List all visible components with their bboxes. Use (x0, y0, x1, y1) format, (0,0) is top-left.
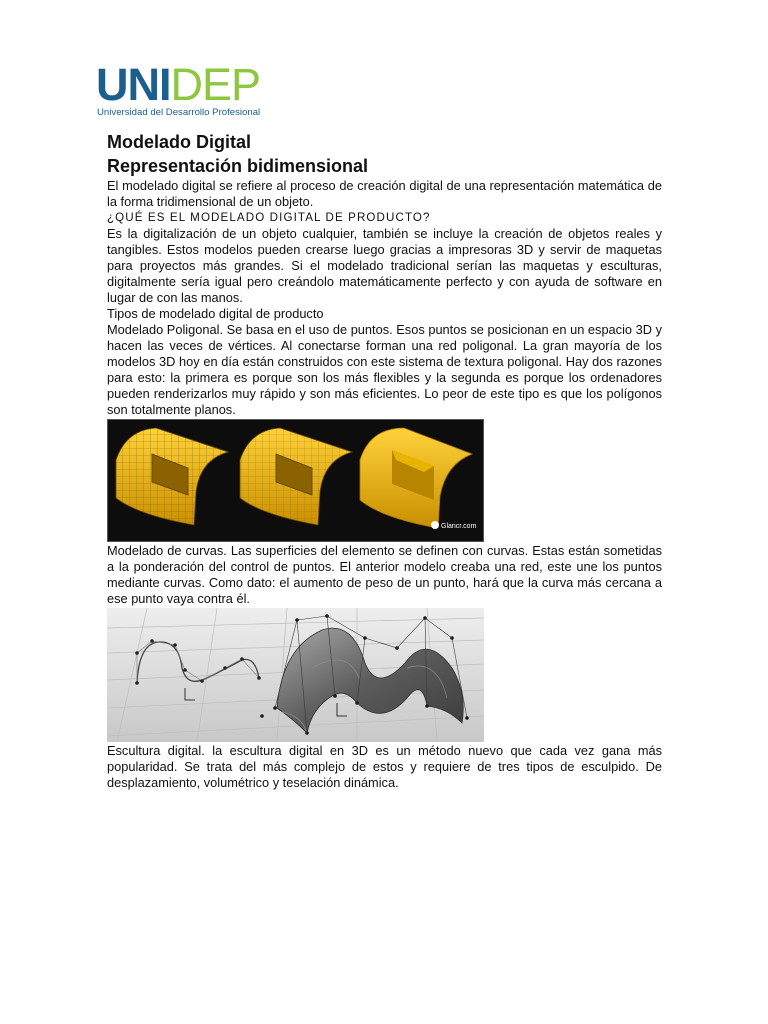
doc-title: Modelado Digital (107, 132, 251, 152)
types-heading: Tipos de modelado digital de producto (107, 306, 324, 321)
polygonal-models-illustration (108, 420, 483, 541)
smooth-model (360, 428, 472, 528)
logo-part-uni: UNI (96, 59, 171, 110)
sculpture-paragraph: Escultura digital. la escultura digital en 3D es un método nuevo que cada vez gana más popularidad. Se trata del más complejo de estos y requiere de tres tipos de esculpido. De desplazamiento, volumétrico y teselación dinámica. (107, 743, 662, 790)
logo-subtitle: Universidad del Desarrollo Profesional (97, 107, 261, 118)
document-body (107, 130, 662, 791)
intro-paragraph: El modelado digital se refiere al proceso de creación digital de una representación matemática de la forma tridimensional de un objeto. (107, 178, 662, 209)
wireframe-model (116, 428, 228, 525)
polygonal-models-figure (107, 419, 484, 542)
polygonal-paragraph: Modelado Poligonal. Se basa en el uso de puntos. Esos puntos se posicionan en un espacio 3D y hacen las veces de vértices. Al conectarse forman una red poligonal. La gran mayoría de los modelos 3D hoy en día están construidos con este sistema de textura poligonal. Hay dos razones para esto: la primera es porque son los más flexibles y la segunda es porque los ordenadores pueden renderizarlos muy rápido y son más eficientes. Lo peor de este tipo es que los polígonos son totalmente planos. (107, 322, 662, 417)
mesh-model (240, 428, 352, 525)
curve-models-illustration (107, 608, 484, 742)
curves-paragraph: Modelado de curvas. Las superficies del elemento se definen con curvas. Estas están sometidas a la ponderación del control de puntos. El anterior modelo creaba una red, este une los puntos mediante curvas. Como dato: el aumento de peso de un punto, hará que la curva más cercana a ese punto vaya contra él. (107, 543, 662, 606)
section-question: ¿QUÉ ES EL MODELADO DIGITAL DE PRODUCTO? (107, 211, 431, 224)
curve-models-figure (107, 608, 484, 742)
logo-part-dep: DEP (170, 59, 261, 110)
doc-subtitle: Representación bidimensional (107, 156, 369, 176)
logo-wordmark (96, 59, 261, 110)
unidep-logo (96, 59, 276, 120)
figure-brand-text: Glancr.com (441, 523, 477, 530)
glancr-logo (431, 521, 477, 530)
definition-paragraph: Es la digitalización de un objeto cualquier, también se incluye la creación de objetos reales y tangibles. Estos modelos pueden crearse luego gracias a impresoras 3D y servir de maquetas para proyectos más grandes. Si el modelado tradicional serían las maquetas y esculturas, digitalmente sería igual pero creándolo matemáticamente perfecto y con ayuda de software en lugar de con las manos. (107, 226, 662, 305)
